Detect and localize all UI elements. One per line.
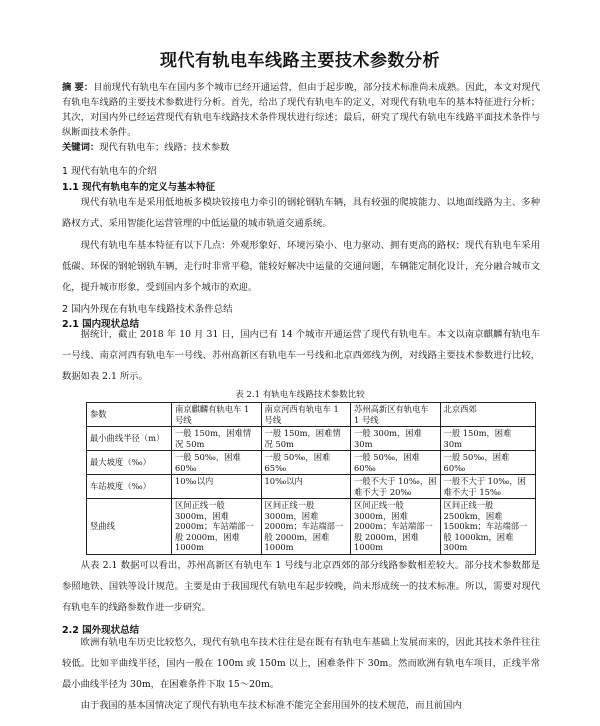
table-cell: 一般不大于 10‰，困难不大于 15‰ [440, 475, 535, 499]
section-2-heading: 2 国内外现在有轨电车线路技术条件总结 [62, 304, 233, 315]
section-1-heading: 1 现代有轨电车的介绍 [62, 166, 157, 177]
section-2-2-paragraph-2: 由于我国的基本国情决定了现代有轨电车技术标准不能完全套用国外的技术规范，而且前国内 [80, 700, 462, 711]
table-cell: 车站坡度（‰） [87, 475, 172, 499]
spec-table [86, 402, 536, 555]
table-cell: 一般 50‰，困难 60‰ [440, 451, 535, 475]
table-row [87, 427, 536, 451]
table-row [87, 499, 536, 555]
table-cell: 一般 150m，困难情况 50m [261, 427, 351, 451]
table-header-cell: 南京麒麟有轨电车 1 号线 [172, 403, 262, 427]
table-row [87, 451, 536, 475]
table-cell: 最小曲线半径（m） [87, 427, 172, 451]
table-header-row [87, 403, 536, 427]
table-header-cell: 苏州高新区有轨电车 1 号线 [351, 403, 441, 427]
section-1-1-paragraph-1: 现代有轨电车是采用低地板多模块铰接电力牵引的钢轮钢轨车辆，具有较强的爬坡能力、以地面线路为主、多种路权方式、采用智能化运营管理的中低运量的城市轨道交通系统。 [62, 197, 540, 229]
keywords [62, 139, 229, 153]
table-cell: 10‰以内 [172, 475, 262, 499]
table-cell: 一般 50‰，困难 65‰ [261, 451, 351, 475]
section-2-2-heading: 2.2 国外现状总结 [62, 625, 140, 636]
table-header-cell: 参数 [87, 403, 172, 427]
abstract-label: 摘 要： [62, 82, 94, 93]
table-cell: 一般 300m，困难 30m [351, 427, 441, 451]
section-1-1-paragraph-2: 现代有轨电车基本特征有以下几点：外观形象好、环境污染小、电力驱动、拥有更高的路权；现代有轨电车采用低碳、环保的钢轮钢轨车辆，走行时非常平稳，能较好解决中运量的交通问题，车辆能定制化设计，充分融合城市文化，提升城市形象，受到国内多个城市的欢迎。 [62, 240, 540, 293]
section-1-1-heading: 1.1 现代有轨电车的定义与基本特征 [62, 182, 216, 193]
table-cell: 一般不大于 10‰，困难不大于 20‰ [351, 475, 441, 499]
table-header-cell: 北京西郊 [440, 403, 535, 427]
table-cell: 一般 150m，困难 30m [440, 427, 535, 451]
abstract [62, 80, 540, 140]
table-cell: 区间正线一般 2500km，困难 1500km；车站端部一般 1000km，困难 300m [440, 499, 535, 555]
table-cell: 区间正线一般 3000m，困难 2000m；车站端部一般 2000m，困难 1000m [261, 499, 351, 555]
table-caption: 表 2.1 有轨电车线路技术参数比较 [235, 390, 365, 400]
paper-title: 现代有轨电车线路主要技术参数分析 [160, 51, 440, 71]
section-2-1-heading: 2.1 国内现状总结 [62, 319, 140, 330]
table-cell: 一般 50‰，困难 60‰ [172, 451, 262, 475]
table-cell: 10‰以内 [261, 475, 351, 499]
table-cell: 区间正线一般 3000m，困难 2000m；车站端部一般 2000m，困难 1000m [351, 499, 441, 555]
keywords-text: 现代有轨电车；线路；技术参数 [99, 142, 230, 153]
table-header-cell: 南京河西有轨电车 1 号线 [261, 403, 351, 427]
section-2-1-paragraph: 据统计，截止 2018 年 10 月 31 日，国内已有 14 个城市开通运营了现代有轨电车。本文以南京麒麟有轨电车一号线、南京河西有轨电车一号线、苏州高新区有轨电车一号线和北京西郊线为例，对线路主要技术参数进行比较，数据如表 2.1 所示。 [62, 329, 540, 382]
section-2-1-after-table: 从表 2.1 数据可以看出，苏州高新区有轨电车 1 号线与北京西郊的部分线路参数相差较大。部分技术参数都是参照地铁、国铁等设计规范。主要是由于我国现代有轨电车起步较晚，尚未形成统一的技术标准。所以，需要对现代有轨电车的线路参数作进一步研究。 [62, 560, 540, 613]
table-cell: 区间正线一般 3000m，困难 2000m；车站端部一般 2000m，困难 1000m [172, 499, 262, 555]
table-row [87, 475, 536, 499]
table-cell: 一般 150m，困难情况 50m [172, 427, 262, 451]
keywords-label: 关键词： [62, 142, 100, 153]
table-cell: 一般 50‰，困难 60‰ [351, 451, 441, 475]
section-2-2-paragraph-1: 欧洲有轨电车历史比较悠久，现代有轨电车技术往往是在既有有轨电车基础上发展而来的，因此其技术条件往往较低。比如平曲线半径，国内一般在 100m 或 150m 以上，困难条件下 30m。然而欧洲有轨电车项目，正线半常最小曲线半径为 30m，在困难条件下取 15～20m。 [62, 637, 540, 690]
table-cell: 竖曲线 [87, 499, 172, 555]
table-cell: 最大坡度（‰） [87, 451, 172, 475]
abstract-text: 目前现代有轨电车在国内多个城市已经开通运营，但由于起步晚，部分技术标准尚未成熟。因此，本文对现代有轨电车线路的主要技术参数进行分析。首先，给出了现代有轨电车的定义，对现代有轨电车的基本特征进行分析；其次，对国内外已经运营现代有轨电车线路技术条件现状进行综述；最后，研究了现代有轨电车线路平面技术条件与纵断面技术条件。 [62, 82, 540, 138]
